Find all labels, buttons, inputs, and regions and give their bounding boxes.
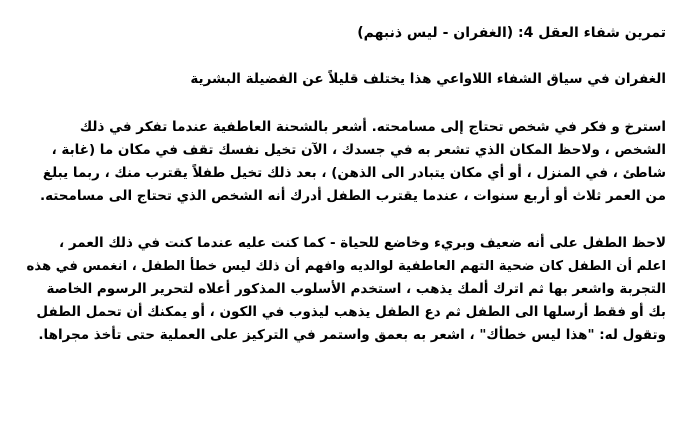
intro-line: الغفران في سياق الشفاء اللاواعي هذا يختلف قليلاً عن الفضيلة البشرية — [190, 71, 666, 87]
paragraph-1 — [22, 116, 666, 208]
paragraph-2 — [22, 232, 666, 347]
paragraph-1-line: شاطئ ، في المنزل ، أو أي مكان يتبادر الى الذهن) ، بعد ذلك تخيل طفلاً يقترب منك ، ربما يبلغ — [42, 165, 666, 181]
paragraph-1-line: استرخ و فكر في شخص تحتاج إلى مسامحته. أشعر بالشحنة العاطفية عندما تفكر في ذلك — [79, 119, 666, 135]
exercise-title: تمرين شفاء العقل 4: (الغفران - ليس ذنبهم) — [357, 25, 666, 41]
document-body — [22, 22, 666, 347]
paragraph-2-line: بك أو فقط أرسلها الى الطفل ثم دع الطفل يذهب ليذوب في الكون ، أو يمكنك أن تحمل الطفل — [36, 304, 666, 320]
paragraph-1-line: من العمر ثلاث أو أربع سنوات ، عندما يقترب الطفل أدرك أنه الشخص الذي تحتاج الى مسامحته. — [39, 188, 666, 204]
paragraph-2-line: وتقول له: "هذا ليس خطأك" ، اشعر به بعمق واستمر في التركيز على العملية حتى تأخذ مجراها. — [38, 327, 666, 343]
paragraph-1-line: الشخص ، ولاحظ المكان الذي تشعر به في جسدك ، الآن تخيل نفسك تقف في مكان ما (غابة ، — [51, 142, 666, 158]
paragraph-2-line: لاحظ الطفل على أنه ضعيف وبريء وخاضع للحياة - كما كنت عليه عندما كنت في ذلك العمر ، — [59, 235, 666, 251]
paragraph-2-line: التجربة واشعر بها ثم اترك ألمك يذهب ، استخدم الأسلوب المذكور أعلاه لتحرير الرسوم الخاصة — [46, 281, 666, 297]
paragraph-2-line: اعلم أن الطفل كان ضحية التهم العاطفية لوالديه وافهم أن ذلك ليس خطأ الطفل ، انغمس في هذه — [26, 259, 666, 274]
